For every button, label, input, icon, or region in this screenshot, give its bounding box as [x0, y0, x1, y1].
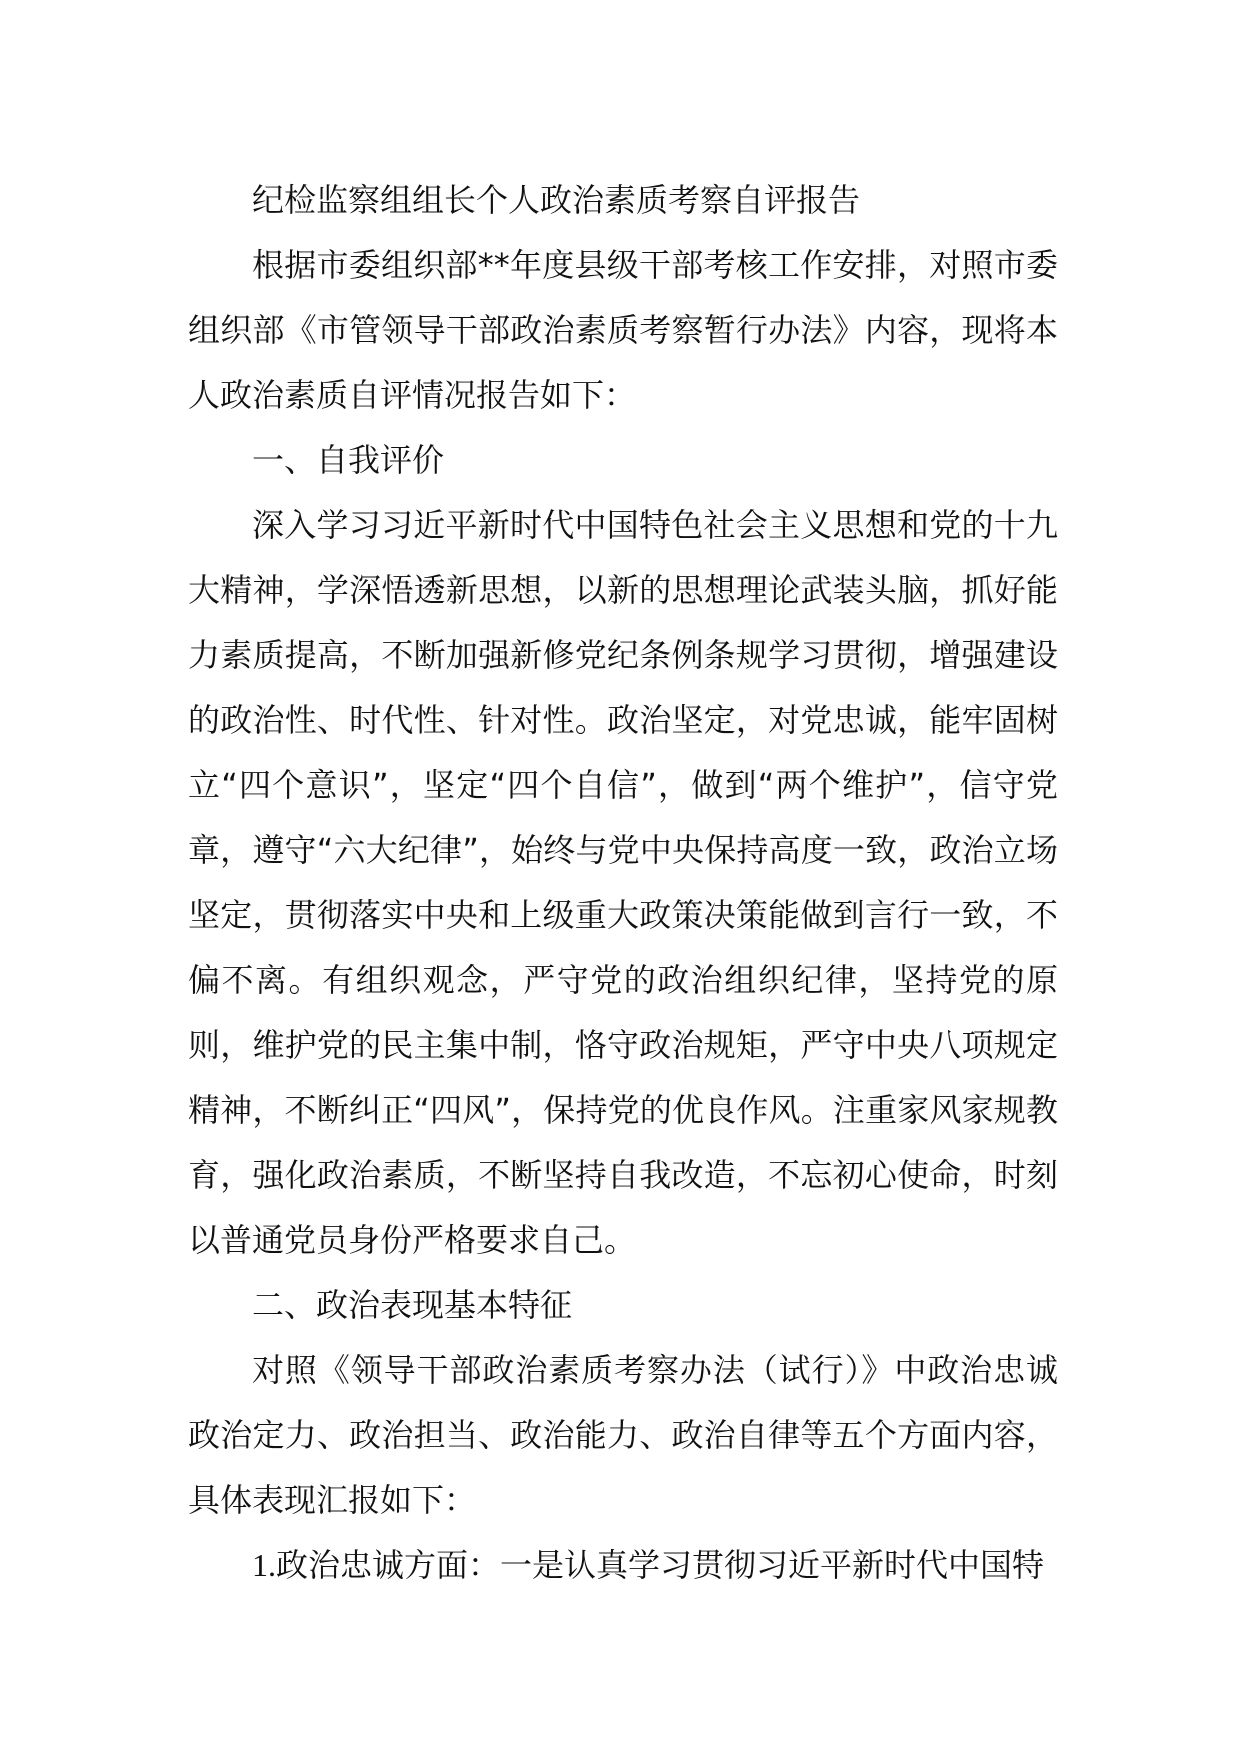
list-item-number: 1.: [252, 1547, 276, 1583]
intro-paragraph: 根据市委组织部**年度县级干部考核工作安排，对照市委组织部《市管领导干部政治素质考察暂行办法》内容，现将本人政治素质自评情况报告如下：: [188, 246, 1058, 414]
list-item-political-loyalty: [188, 1533, 1058, 1598]
document-body: [188, 168, 1058, 1598]
self-evaluation-paragraph: 深入学习习近平新时代中国特色社会主义思想和党的十九大精神，学深悟透新思想，以新的思想理论武装头脑，抓好能力素质提高，不断加强新修党纪条例条规学习贯彻，增强建设的政治性、时代性、针对性。政治坚定，对党忠诚，能牢固树立“四个意识”，坚定“四个自信”，做到“两个维护”，信守党章，遵守“六大纪律”，始终与党中央保持高度一致，政治立场坚定，贯彻落实中央和上级重大政策决策能做到言行一致，不偏不离。有组织观念，严守党的政治组织纪律，坚持党的原则，维护党的民主集中制，恪守政治规矩，严守中央八项规定精神，不断纠正“四风”，保持党的优良作风。注重家风家规教育，强化政治素质，不断坚持自我改造，不忘初心使命，时刻以普通党员身份严格要求自己。: [188, 506, 1058, 1259]
list-item-text: 政治忠诚方面：一是认真学习贯彻习近平新时代中国特: [276, 1546, 1045, 1584]
section-heading-political-features: 二、政治表现基本特征: [252, 1286, 573, 1324]
political-features-paragraph: 对照《领导干部政治素质考察办法（试行）》中政治忠诚政治定力、政治担当、政治能力、政治自律等五个方面内容，具体表现汇报如下：: [188, 1351, 1058, 1519]
section-heading-self-evaluation: 一、自我评价: [252, 441, 445, 479]
document-title: 纪检监察组组长个人政治素质考察自评报告: [252, 181, 861, 219]
